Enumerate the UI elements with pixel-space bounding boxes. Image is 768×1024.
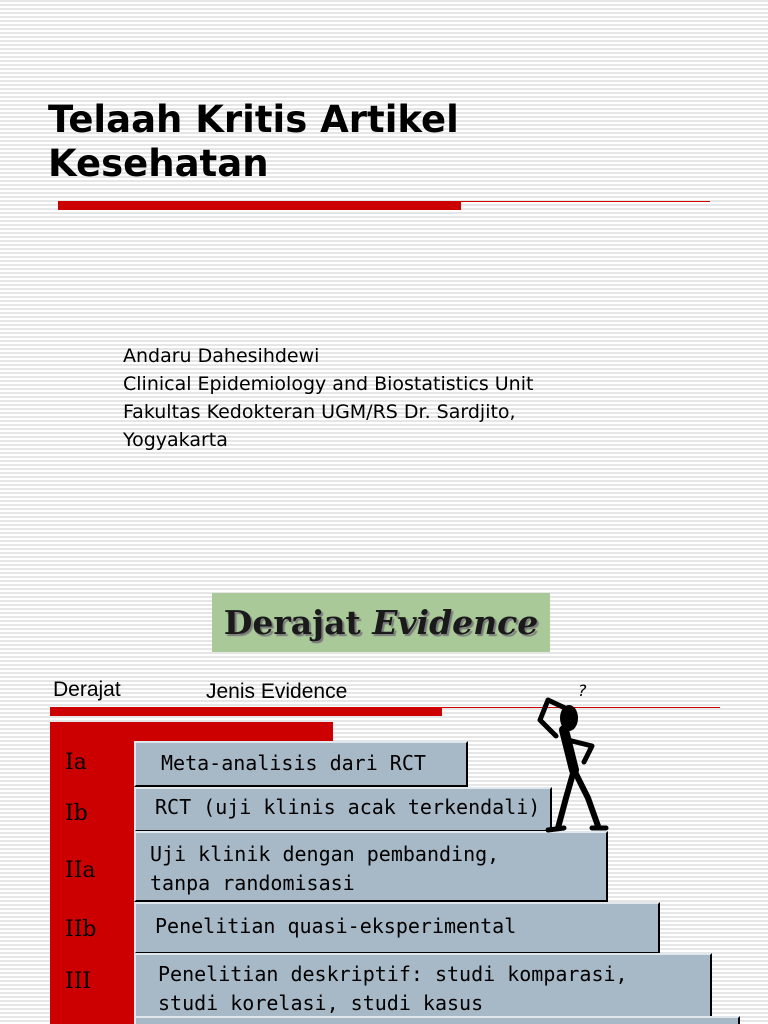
column-header-derajat: Derajat bbox=[53, 678, 121, 701]
author-faculty: Fakultas Kedokteran UGM/RS Dr. Sardjito, bbox=[123, 401, 516, 423]
step-text: tanpa randomisasi bbox=[150, 871, 355, 895]
step-text: Penelitian quasi-eksperimental bbox=[155, 914, 517, 938]
evidence-step-iii bbox=[134, 953, 712, 1024]
level-label: IIa bbox=[65, 858, 96, 883]
question-mark: ? bbox=[578, 681, 587, 700]
author-block bbox=[123, 342, 533, 454]
evidence-step-ia bbox=[134, 741, 468, 787]
evidence-step-next bbox=[134, 1016, 740, 1024]
author-name: Andaru Dahesihdewi bbox=[123, 345, 320, 367]
level-label: Ia bbox=[65, 750, 87, 775]
column-header-jenis-evidence: Jenis Evidence bbox=[206, 680, 348, 703]
slide2-title-italic: Evidence bbox=[372, 603, 539, 642]
evidence-step-iib bbox=[134, 902, 660, 954]
slide2-title bbox=[212, 601, 550, 645]
author-city: Yogyakarta bbox=[123, 429, 228, 451]
step-text: RCT (uji klinis acak terkendali) bbox=[155, 795, 541, 819]
evidence-step-iia bbox=[134, 831, 608, 902]
slide-title bbox=[48, 98, 459, 186]
slide2-title-main: Derajat bbox=[223, 603, 373, 642]
slide2-title-box bbox=[212, 593, 550, 652]
thinking-stick-figure-icon bbox=[534, 678, 614, 836]
level-label: Ib bbox=[65, 801, 88, 826]
slide-title-line: Telaah Kritis Artikel bbox=[48, 98, 459, 141]
header-divider-thick bbox=[50, 707, 442, 716]
slide-title-line: Kesehatan bbox=[48, 142, 269, 185]
evidence-step-ib bbox=[134, 787, 552, 832]
step-text: Meta-analisis dari RCT bbox=[161, 751, 426, 775]
level-label: IIb bbox=[65, 917, 97, 942]
evidence-slide bbox=[0, 576, 768, 1024]
level-label: III bbox=[65, 969, 92, 994]
step-text: Penelitian deskriptif: studi komparasi, bbox=[158, 962, 628, 986]
step-text: studi korelasi, studi kasus bbox=[158, 991, 484, 1015]
step-text: Uji klinik dengan pembanding, bbox=[150, 842, 500, 866]
title-divider-thick bbox=[58, 201, 461, 210]
author-unit: Clinical Epidemiology and Biostatistics Unit bbox=[123, 373, 534, 395]
